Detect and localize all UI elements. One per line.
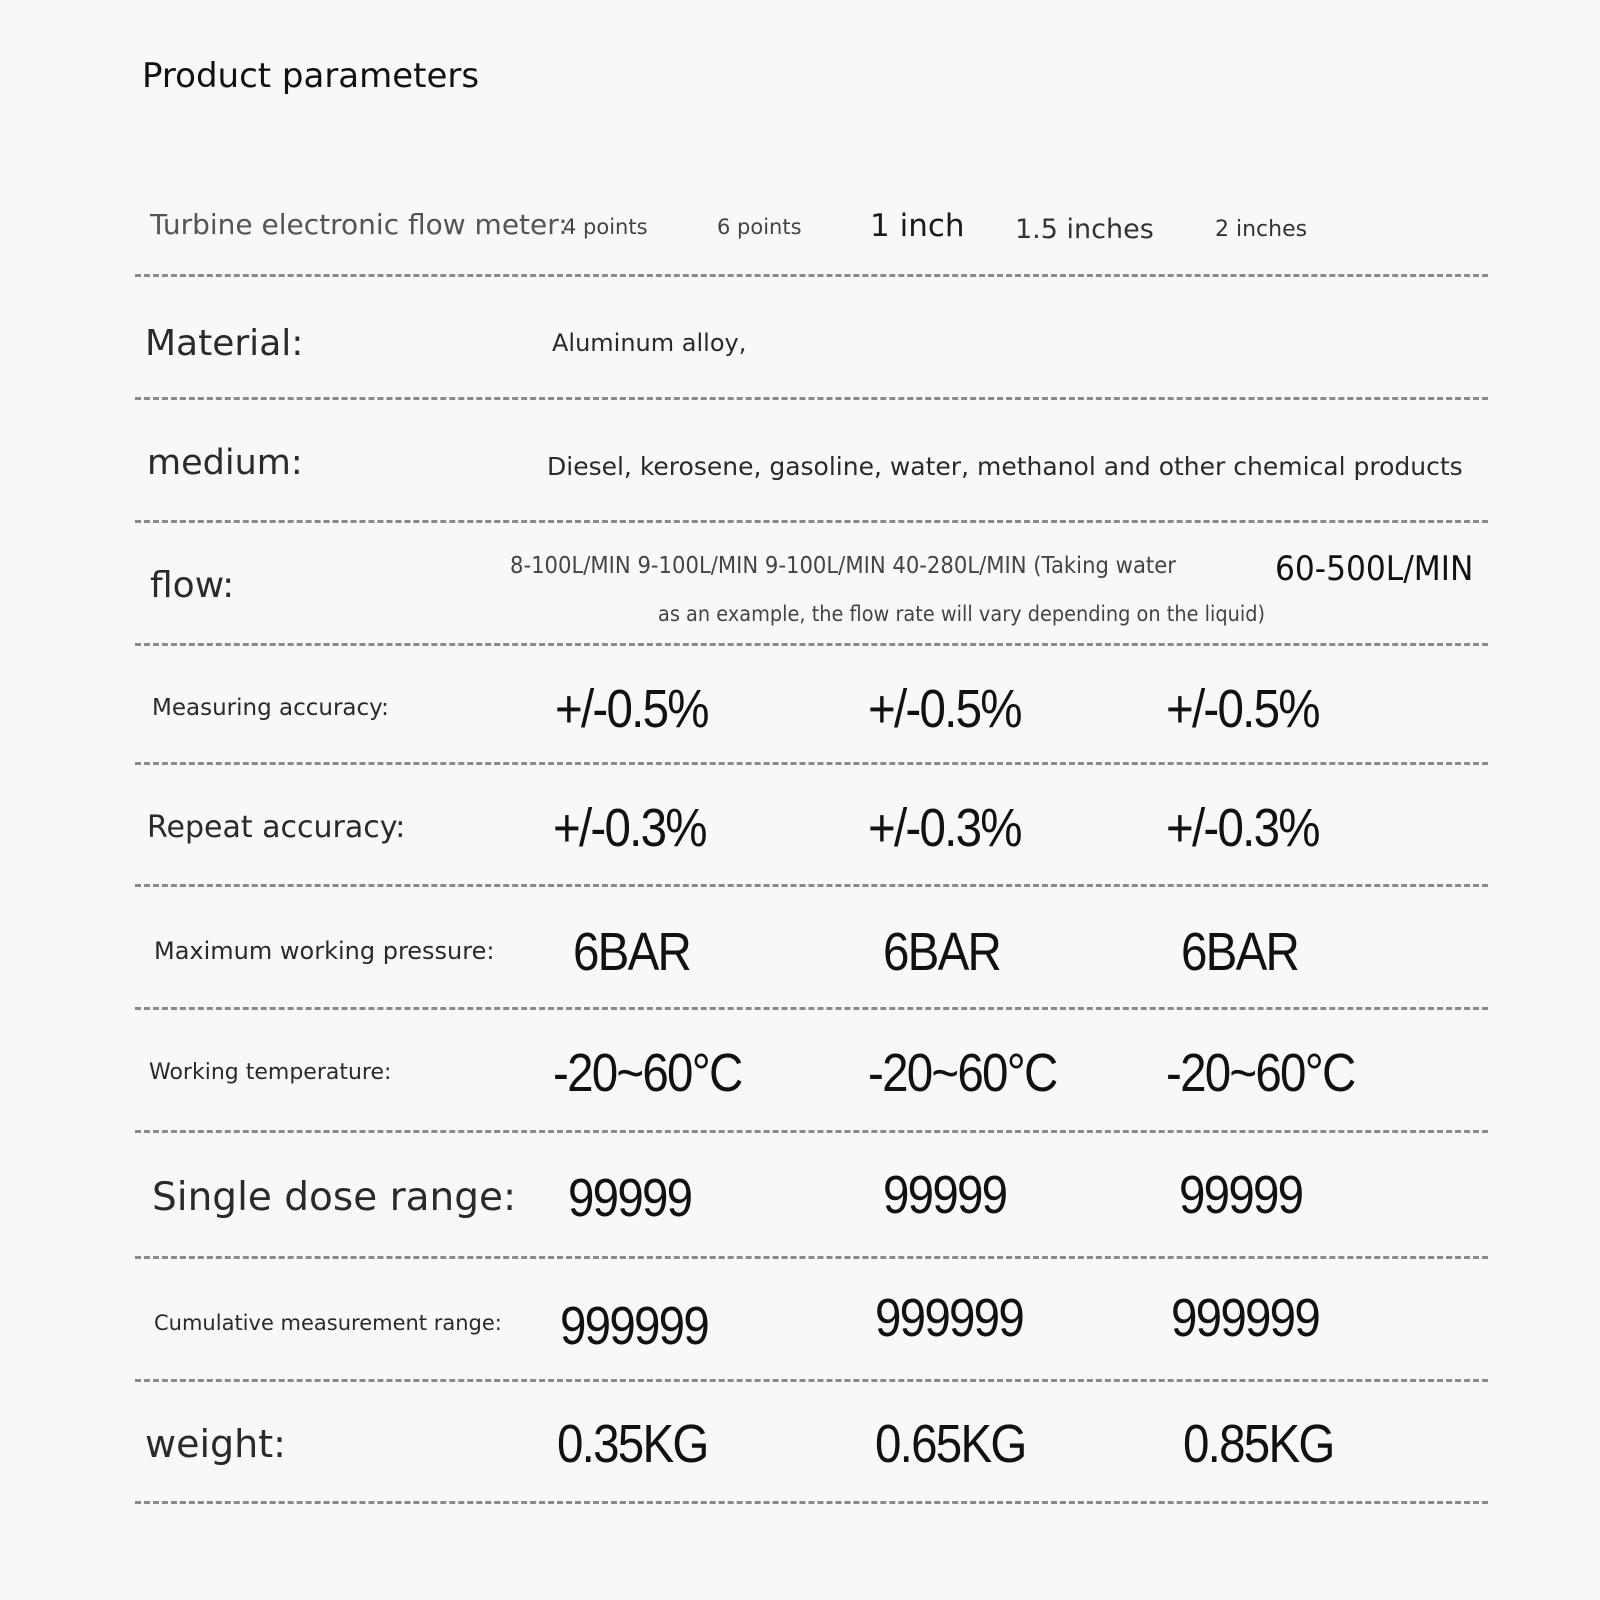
medium-label: medium: bbox=[147, 443, 303, 483]
value-cell: 999999 bbox=[560, 1296, 709, 1356]
value-cell: 6BAR bbox=[573, 922, 691, 982]
size-4-points: 4 points bbox=[563, 215, 648, 239]
row-label: Measuring accuracy: bbox=[152, 695, 389, 721]
material-value: Aluminum alloy, bbox=[552, 329, 747, 357]
row-label: Repeat accuracy: bbox=[147, 810, 406, 845]
row-divider bbox=[135, 762, 1488, 765]
value-cell: +/-0.3% bbox=[868, 798, 1021, 858]
row-divider bbox=[135, 1256, 1488, 1259]
value-cell: -20~60°C bbox=[553, 1043, 742, 1103]
flow-note: as an example, the flow rate will vary depending on the liquid) bbox=[658, 602, 1266, 626]
value-cell: 99999 bbox=[568, 1168, 692, 1228]
row-divider bbox=[135, 274, 1488, 277]
material-label: Material: bbox=[145, 323, 304, 364]
row-divider bbox=[135, 884, 1488, 887]
row-label: Maximum working pressure: bbox=[154, 937, 495, 965]
value-cell: 6BAR bbox=[1181, 922, 1299, 982]
size-6-points: 6 points bbox=[717, 215, 802, 239]
value-cell: +/-0.5% bbox=[1166, 679, 1319, 739]
value-cell: +/-0.5% bbox=[555, 679, 708, 739]
value-cell: +/-0.3% bbox=[1166, 798, 1319, 858]
row-divider bbox=[135, 1007, 1488, 1010]
medium-value: Diesel, kerosene, gasoline, water, methanol and other chemical products bbox=[547, 452, 1463, 481]
value-cell: 0.35KG bbox=[557, 1414, 708, 1474]
value-cell: 6BAR bbox=[883, 922, 1001, 982]
row-divider bbox=[135, 1379, 1488, 1382]
size-1-inch: 1 inch bbox=[870, 208, 965, 244]
row-divider bbox=[135, 1501, 1488, 1504]
value-cell: 0.65KG bbox=[875, 1414, 1026, 1474]
value-cell: -20~60°C bbox=[1166, 1043, 1355, 1103]
value-cell: 99999 bbox=[1179, 1165, 1303, 1225]
value-cell: +/-0.5% bbox=[868, 679, 1021, 739]
row-label: weight: bbox=[145, 1422, 286, 1466]
row-label: Working temperature: bbox=[149, 1060, 392, 1085]
row-divider bbox=[135, 397, 1488, 400]
row-divider bbox=[135, 1130, 1488, 1133]
value-cell: 99999 bbox=[883, 1165, 1007, 1225]
value-cell: 999999 bbox=[875, 1288, 1024, 1348]
flow-label: flow: bbox=[150, 565, 235, 606]
header-label: Turbine electronic flow meter: bbox=[150, 208, 568, 241]
value-cell: 0.85KG bbox=[1183, 1414, 1334, 1474]
value-cell: 999999 bbox=[1171, 1288, 1320, 1348]
page-title: Product parameters bbox=[142, 56, 480, 96]
flow-ranges: 8-100L/MIN 9-100L/MIN 9-100L/MIN 40-280L/MIN (Taking water bbox=[510, 553, 1176, 579]
row-divider bbox=[135, 643, 1488, 646]
flow-range-2-inch: 60-500L/MIN bbox=[1275, 549, 1474, 589]
row-label: Single dose range: bbox=[152, 1175, 517, 1220]
size-2-inches: 2 inches bbox=[1215, 217, 1308, 242]
value-cell: -20~60°C bbox=[868, 1043, 1057, 1103]
row-divider bbox=[135, 520, 1488, 523]
row-label: Cumulative measurement range: bbox=[154, 1311, 502, 1335]
value-cell: +/-0.3% bbox=[553, 798, 706, 858]
size-1-5-inches: 1.5 inches bbox=[1015, 214, 1154, 245]
